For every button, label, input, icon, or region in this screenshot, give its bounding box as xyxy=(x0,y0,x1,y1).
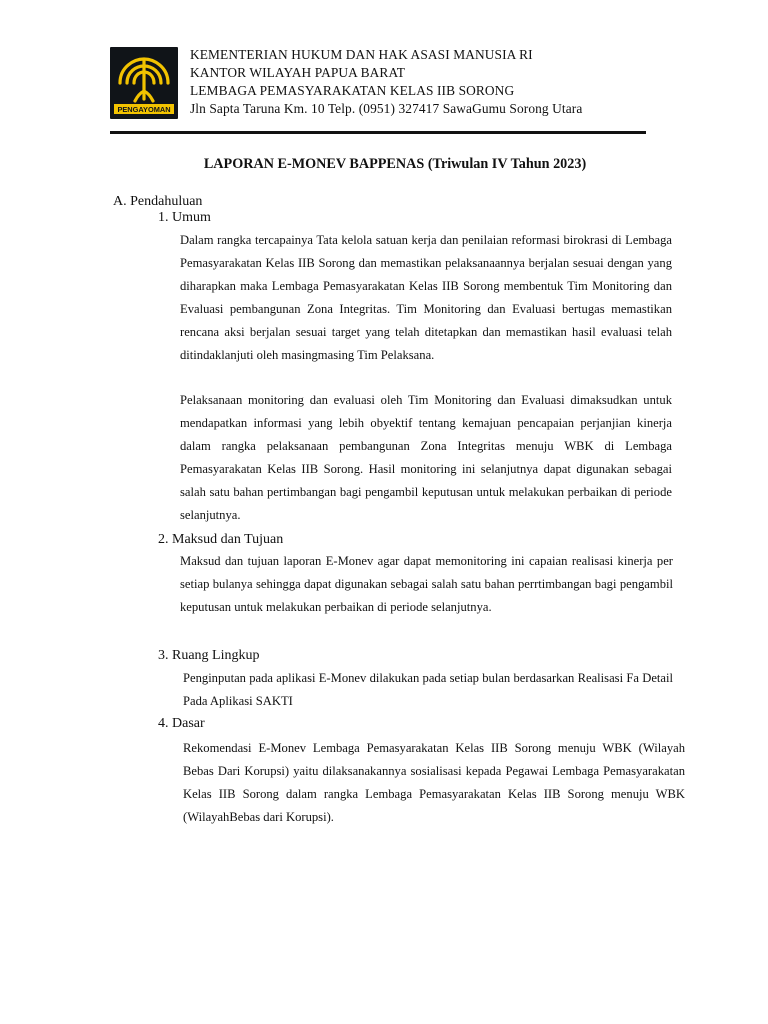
letterhead-divider xyxy=(110,131,646,134)
paragraph-umum-2: Pelaksanaan monitoring dan evaluasi oleh Tim Monitoring dan Evaluasi dimaksudkan untuk mendapatkan informasi yang lebih obyektif tentang kemajuan pencapaian perjanjian kinerja dalam rangka pelaksanaan pembangunan Zona Integritas menuju WBK di Lembaga Pemasyarakatan Kelas IIB Sorong. Hasil monitoring ini selanjutnya dapat digunakan sebagai salah satu bahan pertimbangan bagi pengambil keputusan untuk melakukan perbaikan di periode selanjutnya. xyxy=(180,393,672,522)
letterhead-ministry: KEMENTERIAN HUKUM DAN HAK ASASI MANUSIA RI xyxy=(190,47,533,62)
document-title: LAPORAN E-MONEV BAPPENAS (Triwulan IV Tahun 2023) xyxy=(203,156,587,172)
pengayoman-logo xyxy=(110,47,178,119)
subsection-heading-umum: 1. Umum xyxy=(158,210,211,225)
subsection-heading-maksud-tujuan: 2. Maksud dan Tujuan xyxy=(158,532,284,547)
paragraph-dasar: Rekomendasi E-Monev Lembaga Pemasyarakatan Kelas IIB Sorong menuju WBK (Wilayah Bebas Dari Korupsi) yaitu dilaksanakannya sosialisasi kepada Pegawai Lembaga Pemasyarakatan Kelas IIB Sorong dalam rangka Lembaga Pemasyarakatan Kelas IIB Sorong menuju WBK (WilayahBebas dari Korupsi). xyxy=(183,741,685,824)
subsection-heading-ruang-lingkup: 3. Ruang Lingkup xyxy=(158,648,260,663)
letterhead-regional-office: KANTOR WILAYAH PAPUA BARAT xyxy=(190,65,406,80)
letterhead-institution: LEMBAGA PEMASYARAKATAN KELAS IIB SORONG xyxy=(190,83,515,98)
paragraph-ruang-lingkup: Penginputan pada aplikasi E-Monev dilakukan pada setiap bulan berdasarkan Realisasi Fa Detail Pada Aplikasi SAKTI xyxy=(183,671,673,708)
subsection-heading-dasar: 4. Dasar xyxy=(158,716,205,731)
section-heading-pendahuluan: A. Pendahuluan xyxy=(113,194,203,209)
paragraph-maksud-tujuan: Maksud dan tujuan laporan E-Monev agar dapat memonitoring ini capaian realisasi kinerja per setiap bulanya sehingga dapat digunakan sebagai salah satu bahan perrtimbangan bagi pengambil keputusan untuk melakukan perbaikan di periode selanjutnya. xyxy=(180,554,673,614)
letterhead-address: Jln Sapta Taruna Km. 10 Telp. (0951) 327417 SawaGumu Sorong Utara xyxy=(190,101,583,116)
paragraph-umum-1: Dalam rangka tercapainya Tata kelola satuan kerja dan penilaian reformasi birokrasi di Lembaga Pemasyarakatan Kelas IIB Sorong dan memastikan pelaksanaannya berjalan sesuai dengan yang diharapkan maka Lembaga Pemasyarakatan Kelas IIB Sorong membentuk Tim Monitoring dan Evaluasi pembangunan Zona Integritas. Tim Monitoring dan Evaluasi bertugas memastikan rencana aksi berjalan sesuai target yang telah ditetapkan dan memastikan hasil evaluasi telah ditindaklanjuti oleh masingmasing Tim Pelaksana. xyxy=(180,233,672,362)
letterhead-text xyxy=(190,46,650,118)
pengayoman-emblem-icon xyxy=(110,47,178,119)
logo-label: PENGAYOMAN xyxy=(117,105,171,114)
